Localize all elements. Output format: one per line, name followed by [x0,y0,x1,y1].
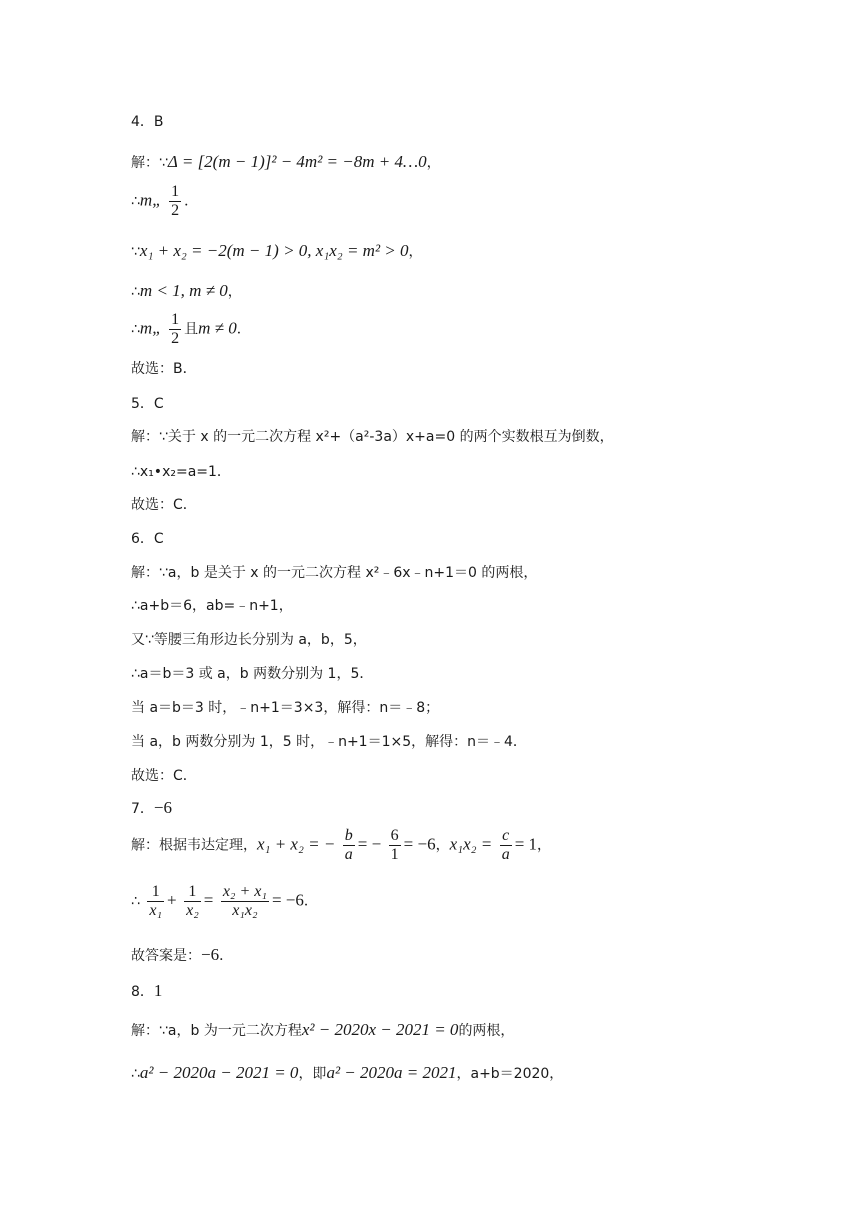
q8-line-2-m1: a² − 2020a − 2021 = 0 [139,1063,299,1082]
q5-line-1: 解：∵关于 x 的一元二次方程 x²+（a²-3a）x+a=0 的两个实数根互为倒数， [131,429,614,445]
q6-line-4: ∴a＝b＝3 或 a，b 两数分别为 1，5． [131,666,374,682]
q4-line-1-pre: 解：∵ [131,155,168,171]
q7-line-1-sep: ， [435,837,450,854]
q4-line-5-numerator: 1 [171,311,180,328]
q7-line-1-f3-numerator: c [500,827,512,846]
q7-line-2-eq: = [203,890,214,910]
q4-line-2 [131,183,198,220]
q7-answer-post: ． [219,948,234,964]
q7-line-1-pre: 解：根据韦达定理， [131,837,257,854]
q7-line-1-f2-denominator: 1 [390,846,399,863]
q7-line-1-f2-numerator: 6 [390,827,399,844]
q8-line-2-post: ，a+b＝2020， [456,1066,564,1082]
q8-header-number: 8． [131,984,154,1000]
q7-line-2-post: ． [303,893,318,910]
q4-line-1 [131,153,441,172]
q7-line-2 [131,883,318,920]
q7-answer [131,946,233,965]
q7-line-1-post: ， [537,837,552,854]
q7-line-2-f1-numerator: 1 [147,883,164,902]
q7-line-2-f2-denominator: x₂ [186,902,199,919]
q6-line-6: 当 a，b 两数分别为 1，5 时，﹣n+1＝1×5，解得：n＝﹣4． [131,734,527,750]
q8-line-2-pre: ∴ [131,1066,140,1082]
q8-line-2-mid: ，即 [298,1066,327,1082]
q5-line-2: ∴x₁•x₂=a=1． [131,464,231,480]
q4-line-1-math: Δ = [2(m − 1)]² − 4m² = −8m + 4…0 [167,152,427,171]
q4-line-1-post: ， [426,155,441,171]
q7-line-2-plus: + [167,890,177,910]
q8-header [131,982,162,1001]
q8-line-1-pre: 解：∵a，b 为一元二次方程 [131,1023,302,1039]
q4-line-4-post: ， [227,284,242,300]
q7-line-1-m3: = −6 [403,834,436,854]
q4-line-5-denominator: 2 [171,330,180,347]
q6-line-5: 当 a＝b＝3 时，﹣n+1＝3×3，解得：n＝﹣8； [131,700,440,716]
q8-line-1-post: 的两根， [458,1023,515,1039]
q4-line-2-fraction [169,183,181,220]
q7-line-2-f1-denominator: x₁ [149,902,163,919]
q6-answer: 故选：C． [131,768,197,784]
q7-line-2-f3-denominator: x₁x₂ [232,902,258,919]
q7-line-2-f3-numerator: x₂ + x₁ [222,883,267,900]
q4-header: 4．B [131,114,164,130]
q4-line-5-fraction [169,311,181,348]
q8-line-2-m2: a² − 2020a = 2021 [326,1063,457,1082]
q7-header-value: −6 [153,798,173,817]
q4-line-5-m: m„ [139,318,162,338]
q7-line-1 [131,827,551,864]
q6-line-1: 解：∵a，b 是关于 x 的一元二次方程 x²﹣6x﹣n+1＝0 的两根， [131,565,538,581]
q6-line-2: ∴a+b＝6，ab=﹣n+1， [131,598,293,614]
q8-line-1 [131,1021,514,1040]
q7-header-number: 7． [131,801,154,817]
q7-line-1-fraction-6-1 [389,827,401,864]
q7-line-2-pre: ∴ [131,893,140,910]
q4-line-3 [131,242,423,261]
q4-line-4-math: m < 1, m ≠ 0 [139,281,228,300]
q4-answer: 故选：B． [131,361,197,377]
q7-line-1-m5: = 1 [514,834,538,854]
q4-line-5 [131,311,251,348]
q7-line-1-fraction-b-a [343,827,355,864]
q4-line-3-math: x₁ + x₂ = −2(m − 1) > 0, x₁x₂ = m² > 0 [139,241,409,260]
q4-line-2-m: m„ [139,190,162,210]
q7-line-2-f2-numerator: 1 [184,883,201,902]
q7-line-1-m2: = − [357,834,382,854]
q4-line-2-pre: ∴ [131,193,140,210]
q4-line-4-pre: ∴ [131,284,140,300]
q4-line-5-pre: ∴ [131,321,140,338]
q7-answer-pre: 故答案是： [131,948,201,964]
q7-line-2-m: = −6 [271,890,304,910]
q7-line-1-f1-numerator: b [344,827,353,844]
q7-header [131,799,172,818]
q7-line-2-fraction-1-x1 [147,883,164,920]
q4-line-2-numerator: 1 [171,183,180,200]
q8-line-1-math: x² − 2020x − 2021 = 0 [301,1020,459,1039]
q4-line-2-post: ． [184,193,199,210]
q4-line-3-pre: ∵ [131,244,140,260]
q7-line-1-m4: x₁x₂ = [449,834,493,854]
q8-line-2 [131,1064,563,1083]
q7-line-1-f1-denominator: a [344,846,353,863]
q7-line-1-m1: x₁ + x₂ = − [257,834,336,854]
q7-line-2-fraction-sum-product [221,883,269,920]
q4-line-5-post: ． [236,321,251,338]
q5-answer: 故选：C． [131,497,197,513]
q8-header-value: 1 [153,981,163,1000]
q6-line-3: 又∵等腰三角形边长分别为 a，b，5， [131,632,367,648]
q7-line-2-fraction-1-x2 [184,883,201,920]
q7-line-1-fraction-c-a [500,827,512,864]
q4-line-5-math: m ≠ 0 [198,318,237,338]
q4-line-4 [131,282,242,301]
q4-line-2-denominator: 2 [171,202,180,219]
q6-header: 6．C [131,531,164,547]
q7-line-1-f3-denominator: a [501,846,510,863]
q4-line-5-mid: 且 [184,321,199,338]
q4-line-3-post: ， [408,244,423,260]
q5-header: 5．C [131,396,164,412]
q7-answer-math: −6 [201,945,220,964]
